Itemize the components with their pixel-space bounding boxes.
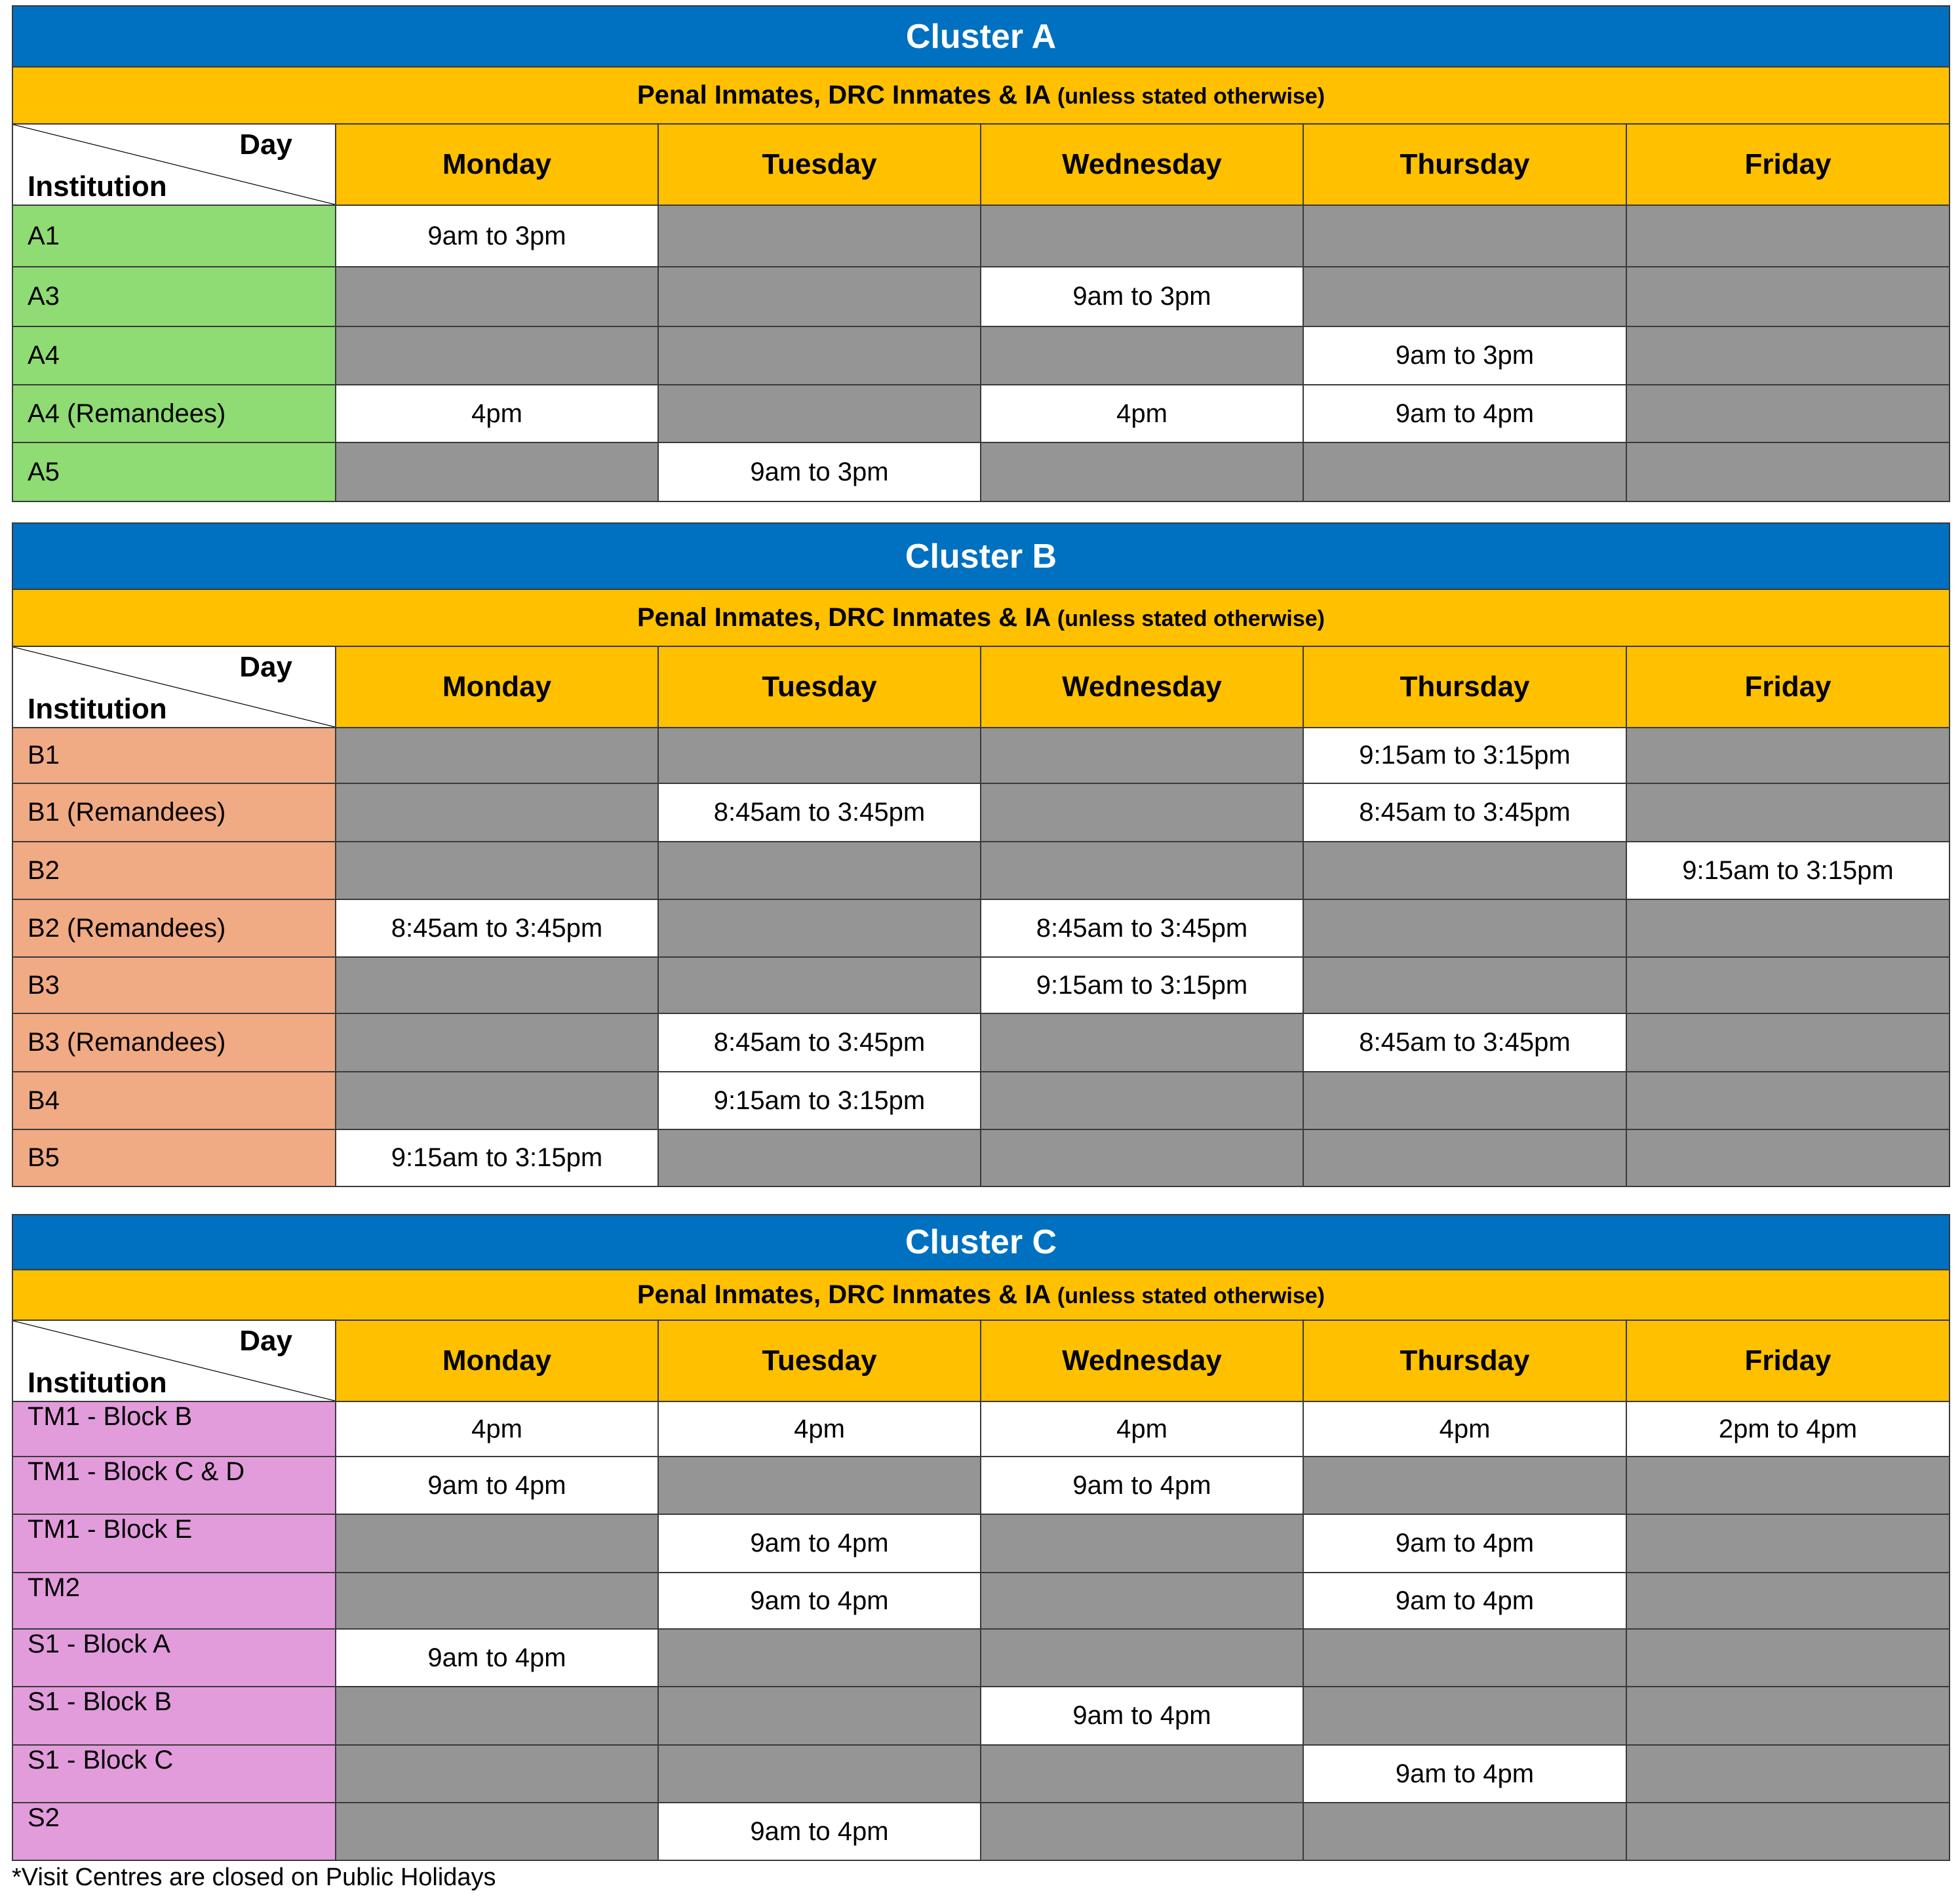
institution-name: TM1 - Block E xyxy=(12,1514,336,1573)
visit-time-cell: 9am to 4pm xyxy=(981,1687,1303,1745)
no-visit-cell xyxy=(658,1629,981,1687)
no-visit-cell xyxy=(1626,326,1950,385)
no-visit-cell xyxy=(336,1514,658,1573)
subtitle-main: Penal Inmates, DRC Inmates & IA xyxy=(637,1280,1050,1309)
visit-time-cell: 8:45am to 3:45pm xyxy=(658,783,981,842)
cluster-title: Cluster C xyxy=(12,1215,1950,1270)
cluster-subtitle xyxy=(12,589,1950,646)
no-visit-cell xyxy=(981,1629,1303,1687)
visit-time-cell: 9am to 3pm xyxy=(336,205,658,267)
no-visit-cell xyxy=(981,1129,1303,1186)
institution-name: B2 xyxy=(12,842,336,899)
visit-time-cell: 9am to 4pm xyxy=(336,1629,658,1687)
institution-name: A4 (Remandees) xyxy=(12,385,336,442)
no-visit-cell xyxy=(981,1013,1303,1072)
institution-name: S1 - Block A xyxy=(12,1629,336,1687)
corner-header xyxy=(12,1320,336,1401)
no-visit-cell xyxy=(1626,1629,1950,1687)
no-visit-cell xyxy=(336,1745,658,1803)
no-visit-cell xyxy=(658,1129,981,1186)
institution-name: B1 (Remandees) xyxy=(12,783,336,842)
no-visit-cell xyxy=(1303,1072,1626,1129)
day-header-thursday: Thursday xyxy=(1303,124,1626,205)
institution-label: Institution xyxy=(28,170,167,203)
table-row xyxy=(12,326,1950,385)
cluster-a-table xyxy=(12,5,1949,502)
no-visit-cell xyxy=(336,326,658,385)
institution-name: A3 xyxy=(12,267,336,326)
no-visit-cell xyxy=(336,1573,658,1629)
no-visit-cell xyxy=(1626,385,1950,442)
no-visit-cell xyxy=(1626,728,1950,783)
no-visit-cell xyxy=(1303,1629,1626,1687)
day-header-friday: Friday xyxy=(1626,1320,1950,1401)
no-visit-cell xyxy=(981,205,1303,267)
table-row xyxy=(12,899,1950,957)
no-visit-cell xyxy=(1626,783,1950,842)
no-visit-cell xyxy=(1303,1803,1626,1860)
visit-time-cell: 4pm xyxy=(658,1401,981,1457)
no-visit-cell xyxy=(1626,442,1950,501)
no-visit-cell xyxy=(1626,205,1950,267)
no-visit-cell xyxy=(336,842,658,899)
cluster-c-table xyxy=(12,1214,1949,1861)
institution-name: S1 - Block B xyxy=(12,1687,336,1745)
table-row xyxy=(12,205,1950,267)
table-row xyxy=(12,728,1950,783)
table-row xyxy=(12,1401,1950,1457)
visit-time-cell: 9am to 4pm xyxy=(981,1457,1303,1514)
subtitle-note: (unless stated otherwise) xyxy=(1057,1283,1325,1308)
visit-time-cell: 9am to 4pm xyxy=(658,1803,981,1860)
visit-time-cell: 9am to 4pm xyxy=(658,1573,981,1629)
no-visit-cell xyxy=(658,957,981,1013)
no-visit-cell xyxy=(658,728,981,783)
visit-time-cell: 9:15am to 3:15pm xyxy=(1626,842,1950,899)
table-row xyxy=(12,842,1950,899)
no-visit-cell xyxy=(658,1687,981,1745)
no-visit-cell xyxy=(658,267,981,326)
no-visit-cell xyxy=(336,1013,658,1072)
no-visit-cell xyxy=(1303,899,1626,957)
cluster-b-table xyxy=(12,522,1949,1187)
visit-time-cell: 9am to 3pm xyxy=(981,267,1303,326)
visit-time-cell: 4pm xyxy=(336,1401,658,1457)
institution-name: A5 xyxy=(12,442,336,501)
table-row xyxy=(12,1072,1950,1129)
visit-time-cell: 8:45am to 3:45pm xyxy=(658,1013,981,1072)
table-row xyxy=(12,442,1950,501)
day-header-monday: Monday xyxy=(336,1320,658,1401)
corner-header xyxy=(12,646,336,728)
table-row xyxy=(12,1629,1950,1687)
visit-time-cell: 9:15am to 3:15pm xyxy=(981,957,1303,1013)
cluster-title: Cluster B xyxy=(12,523,1950,589)
cluster-subtitle xyxy=(12,1270,1950,1320)
no-visit-cell xyxy=(658,205,981,267)
no-visit-cell xyxy=(336,1072,658,1129)
institution-name: B5 xyxy=(12,1129,336,1186)
institution-name: B1 xyxy=(12,728,336,783)
day-label: Day xyxy=(239,1325,292,1357)
no-visit-cell xyxy=(1303,1687,1626,1745)
table-row xyxy=(12,1687,1950,1745)
no-visit-cell xyxy=(336,267,658,326)
visit-time-cell: 8:45am to 3:45pm xyxy=(981,899,1303,957)
no-visit-cell xyxy=(1303,442,1626,501)
no-visit-cell xyxy=(336,1803,658,1860)
day-label: Day xyxy=(239,128,292,161)
no-visit-cell xyxy=(981,1072,1303,1129)
no-visit-cell xyxy=(981,326,1303,385)
visit-time-cell: 4pm xyxy=(981,1401,1303,1457)
no-visit-cell xyxy=(658,842,981,899)
cluster-subtitle xyxy=(12,67,1950,124)
table-row xyxy=(12,1129,1950,1186)
no-visit-cell xyxy=(658,1745,981,1803)
institution-label: Institution xyxy=(28,1367,167,1399)
day-header-thursday: Thursday xyxy=(1303,646,1626,728)
visit-time-cell: 4pm xyxy=(1303,1401,1626,1457)
institution-name: A1 xyxy=(12,205,336,267)
no-visit-cell xyxy=(981,1745,1303,1803)
table-row xyxy=(12,1745,1950,1803)
no-visit-cell xyxy=(1626,899,1950,957)
cluster-title: Cluster A xyxy=(12,6,1950,67)
day-header-tuesday: Tuesday xyxy=(658,1320,981,1401)
footnote: *Visit Centres are closed on Public Holidays xyxy=(12,1864,496,1891)
day-header-monday: Monday xyxy=(336,124,658,205)
visit-time-cell: 9am to 4pm xyxy=(1303,1573,1626,1629)
visit-time-cell: 4pm xyxy=(336,385,658,442)
no-visit-cell xyxy=(1626,267,1950,326)
table-row xyxy=(12,1803,1950,1860)
no-visit-cell xyxy=(1626,1745,1950,1803)
no-visit-cell xyxy=(336,442,658,501)
no-visit-cell xyxy=(336,1687,658,1745)
no-visit-cell xyxy=(981,1573,1303,1629)
visit-time-cell: 9:15am to 3:15pm xyxy=(658,1072,981,1129)
table-row xyxy=(12,1573,1950,1629)
no-visit-cell xyxy=(336,728,658,783)
institution-name: B2 (Remandees) xyxy=(12,899,336,957)
day-header-monday: Monday xyxy=(336,646,658,728)
no-visit-cell xyxy=(981,728,1303,783)
no-visit-cell xyxy=(1303,205,1626,267)
table-row xyxy=(12,783,1950,842)
visit-time-cell: 9am to 4pm xyxy=(1303,385,1626,442)
no-visit-cell xyxy=(1626,1573,1950,1629)
no-visit-cell xyxy=(658,326,981,385)
subtitle-main: Penal Inmates, DRC Inmates & IA xyxy=(637,603,1050,632)
visit-time-cell: 9:15am to 3:15pm xyxy=(1303,728,1626,783)
visit-time-cell: 9am to 4pm xyxy=(336,1457,658,1514)
no-visit-cell xyxy=(658,899,981,957)
table-row xyxy=(12,385,1950,442)
no-visit-cell xyxy=(1626,1514,1950,1573)
visit-time-cell: 9:15am to 3:15pm xyxy=(336,1129,658,1186)
no-visit-cell xyxy=(1626,1129,1950,1186)
day-header-wednesday: Wednesday xyxy=(981,124,1303,205)
no-visit-cell xyxy=(1626,1072,1950,1129)
no-visit-cell xyxy=(1626,1457,1950,1514)
table-row xyxy=(12,1514,1950,1573)
subtitle-main: Penal Inmates, DRC Inmates & IA xyxy=(637,81,1050,109)
no-visit-cell xyxy=(1626,957,1950,1013)
no-visit-cell xyxy=(1303,1457,1626,1514)
institution-name: B3 (Remandees) xyxy=(12,1013,336,1072)
no-visit-cell xyxy=(1626,1687,1950,1745)
no-visit-cell xyxy=(1303,1129,1626,1186)
visit-time-cell: 2pm to 4pm xyxy=(1626,1401,1950,1457)
institution-name: S2 xyxy=(12,1803,336,1860)
institution-name: B4 xyxy=(12,1072,336,1129)
no-visit-cell xyxy=(981,442,1303,501)
visit-time-cell: 9am to 4pm xyxy=(1303,1514,1626,1573)
day-header-friday: Friday xyxy=(1626,124,1950,205)
no-visit-cell xyxy=(1626,1013,1950,1072)
no-visit-cell xyxy=(1303,957,1626,1013)
no-visit-cell xyxy=(1303,842,1626,899)
institution-label: Institution xyxy=(28,693,167,725)
institution-name: S1 - Block C xyxy=(12,1745,336,1803)
table-row xyxy=(12,957,1950,1013)
visit-time-cell: 9am to 4pm xyxy=(658,1514,981,1573)
table-row xyxy=(12,267,1950,326)
institution-name: TM1 - Block C & D xyxy=(12,1457,336,1514)
no-visit-cell xyxy=(1626,1803,1950,1860)
corner-header xyxy=(12,124,336,205)
no-visit-cell xyxy=(981,842,1303,899)
institution-name: TM2 xyxy=(12,1573,336,1629)
no-visit-cell xyxy=(981,1803,1303,1860)
table-row xyxy=(12,1013,1950,1072)
day-header-tuesday: Tuesday xyxy=(658,124,981,205)
no-visit-cell xyxy=(1303,267,1626,326)
no-visit-cell xyxy=(336,957,658,1013)
subtitle-note: (unless stated otherwise) xyxy=(1057,606,1325,631)
institution-name: A4 xyxy=(12,326,336,385)
visit-time-cell: 9am to 3pm xyxy=(658,442,981,501)
no-visit-cell xyxy=(981,783,1303,842)
day-label: Day xyxy=(239,651,292,683)
visit-time-cell: 4pm xyxy=(981,385,1303,442)
visit-time-cell: 9am to 3pm xyxy=(1303,326,1626,385)
visit-time-cell: 8:45am to 3:45pm xyxy=(336,899,658,957)
day-header-tuesday: Tuesday xyxy=(658,646,981,728)
visit-time-cell: 8:45am to 3:45pm xyxy=(1303,1013,1626,1072)
day-header-thursday: Thursday xyxy=(1303,1320,1626,1401)
day-header-wednesday: Wednesday xyxy=(981,1320,1303,1401)
no-visit-cell xyxy=(981,1514,1303,1573)
no-visit-cell xyxy=(658,385,981,442)
subtitle-note: (unless stated otherwise) xyxy=(1057,84,1325,109)
table-row xyxy=(12,1457,1950,1514)
no-visit-cell xyxy=(658,1457,981,1514)
no-visit-cell xyxy=(336,783,658,842)
institution-name: TM1 - Block B xyxy=(12,1401,336,1457)
day-header-wednesday: Wednesday xyxy=(981,646,1303,728)
institution-name: B3 xyxy=(12,957,336,1013)
visit-time-cell: 9am to 4pm xyxy=(1303,1745,1626,1803)
day-header-friday: Friday xyxy=(1626,646,1950,728)
visit-time-cell: 8:45am to 3:45pm xyxy=(1303,783,1626,842)
